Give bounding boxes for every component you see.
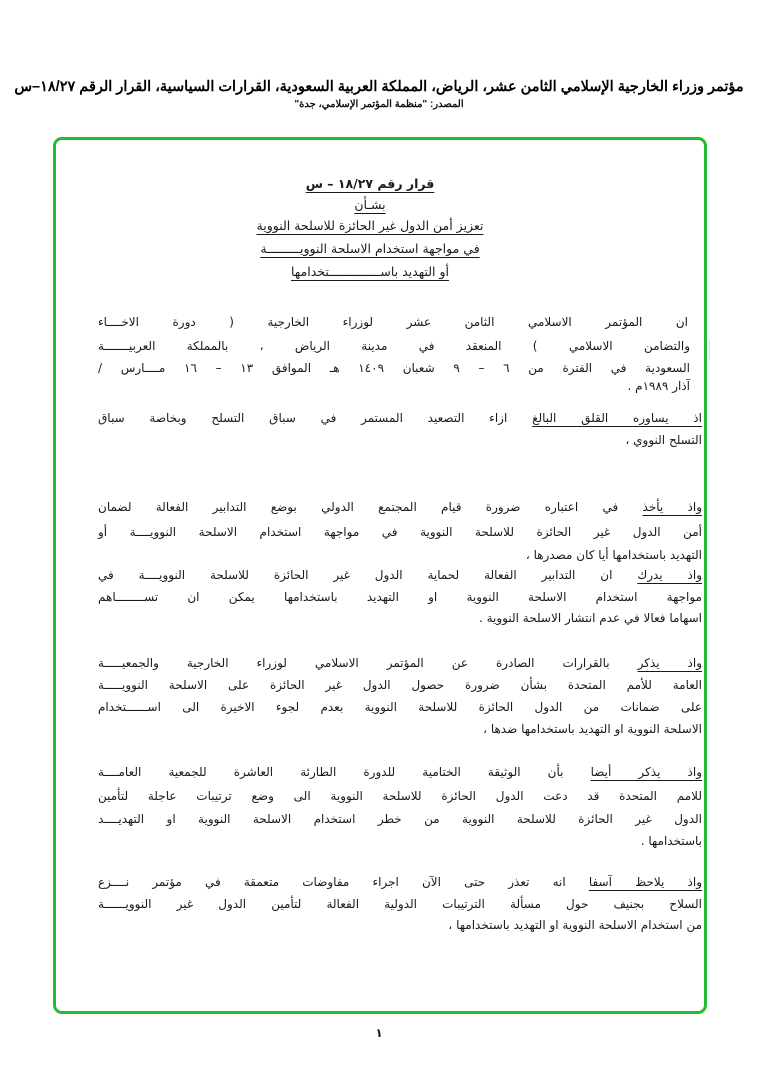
paragraph-line [98, 918, 702, 932]
paragraph-lead-phrase: واذ يلاحظ آسفا [588, 875, 702, 889]
paragraph-text: باستخدامها . [640, 834, 702, 848]
paragraph-text: العامة للأمم المتحدة بشأن ضرورة حصول الدول غير الحائزة على الاسلحة النوويـــــة [98, 678, 702, 692]
scan-mark [709, 340, 710, 360]
paragraph-text: انه تعذر حتى الآن اجراء مفاوضات متعمقة في مؤتمر نــــزع [98, 875, 589, 889]
paragraph-line [98, 656, 702, 670]
paragraph-line [98, 411, 702, 425]
paragraph-text: على ضمانات من الدول الحائزة للاسلحة النووية بعدم لجوء الاخيرة الى اســــــتخدام [98, 700, 702, 714]
paragraph-text: بالقرارات الصادرة عن المؤتمر الاسلامي لوزراء الخارجية والجمعيـــــة [98, 656, 638, 670]
paragraph-text: السلاح بجنيف حول مسألة الترتيبات الدولية الفعالة لتأمين الدول غير النوويــــــة [98, 897, 702, 911]
paragraph-text: ان التدابير الفعالة لحماية الدول غير الحائزة للاسلحة النوويــــة في [98, 568, 638, 582]
paragraph-line [98, 678, 702, 692]
paragraph-text: السعودية في الفترة من ٦ – ٩ شعبان ١٤٠٩ هـ الموافق ١٣ – ١٦ مــــارس / [98, 361, 690, 375]
paragraph-line [98, 433, 702, 447]
paragraph-lead-phrase: واذ يذكر أيضا [590, 765, 702, 779]
paragraph-lead-phrase: واذ يذكر [637, 656, 702, 670]
paragraph-text: أمن الدول غير الحائزة للاسلحة النووية في مواجهة استخدام الاسلحة النوويــــة أو [98, 525, 702, 539]
paragraph-text: التهديد باستخدامها أيا كان مصدرها ، [525, 548, 702, 562]
paragraph-text: اسهاما فعالا في عدم انتشار الاسلحة النووية . [478, 611, 702, 625]
paragraph-text: آذار ١٩٨٩م . [627, 379, 690, 393]
paragraph-line [98, 700, 702, 714]
paragraph-text: الاسلحة النووية او التهديد باستخدامها ضدها ، [483, 722, 702, 736]
paragraph-line [98, 897, 702, 911]
paragraph-line [98, 315, 688, 329]
paragraph-text: الدول غير الحائزة للاسلحة النووية من خطر استخدام الاسلحة النووية او التهديــــد [98, 812, 702, 826]
paragraph-text: من استخدام الاسلحة النووية او التهديد باستخدامها ، [448, 918, 702, 932]
resolution-subject-line: تعزيز أمن الدول غير الحائزة للاسلحة النووية [256, 218, 484, 233]
document-source: المصدر: "منظمة المؤتمر الإسلامي، جدة" [294, 99, 464, 110]
resolution-number: قرار رقم ١٨/٢٧ – س [305, 176, 435, 191]
paragraph-line [98, 500, 702, 514]
paragraph-text: للامم المتحدة قد دعت الدول الحائزة للاسلحة النووية الى وضع ترتيبات عاجلة لتأمين [98, 789, 702, 803]
paragraph-lead-phrase: واذ يأخذ [642, 500, 702, 514]
paragraph-line [98, 789, 702, 803]
paragraph-line [98, 590, 702, 604]
paragraph-text: ازاء التصعيد المستمر في سباق التسلح وبخاصة سباق [98, 411, 533, 425]
paragraph-line [98, 548, 702, 562]
paragraph-line [98, 361, 690, 375]
paragraph-line [98, 834, 702, 848]
resolution-subject-line: أو التهديد باســــــــــــــتخدامها [290, 264, 450, 279]
paragraph-line [98, 568, 702, 582]
resolution-regarding: بشـأن [354, 197, 386, 212]
paragraph-line [98, 339, 690, 353]
paragraph-text: والتضامن الاسلامي ) المنعقد في مدينة الرياض ، بالمملكة العربيـــــــة [98, 339, 690, 353]
page-number: ١ [375, 1026, 383, 1040]
paragraph-line [98, 875, 702, 889]
paragraph-text: في اعتباره ضرورة قيام المجتمع الدولي بوضع التدابير الفعالة لضمان [98, 500, 643, 514]
document-header-title: مؤتمر وزراء الخارجية الإسلامي الثامن عشر، الرياض، المملكة العربية السعودية، القرارات السياسية، القرار الرقم ١٨/٢٧–س [14, 79, 744, 95]
paragraph-lead-phrase: واذ يدرك [637, 568, 702, 582]
paragraph-line [98, 722, 702, 736]
paragraph-text: مواجهة استخدام الاسلحة النووية او التهديد باستخدامها يمكن ان تســــــــاهم [98, 590, 702, 604]
paragraph-line [98, 611, 702, 625]
paragraph-line [98, 379, 690, 393]
paragraph-text: ان المؤتمر الاسلامي الثامن عشر لوزراء الخارجية ( دورة الاخــــاء [98, 315, 688, 329]
paragraph-line [98, 812, 702, 826]
paragraph-line [98, 525, 702, 539]
paragraph-text: التسلح النووي ، [625, 433, 702, 447]
paragraph-text: بأن الوثيقة الختامية للدورة الطارئة العاشرة للجمعية العامــــة [98, 765, 591, 779]
paragraph-line [98, 765, 702, 779]
resolution-subject-line: في مواجهة استخدام الاسلحة النوويـــــــــة [260, 241, 480, 256]
paragraph-lead-phrase: اذ يساوره القلق البالغ [532, 411, 702, 425]
